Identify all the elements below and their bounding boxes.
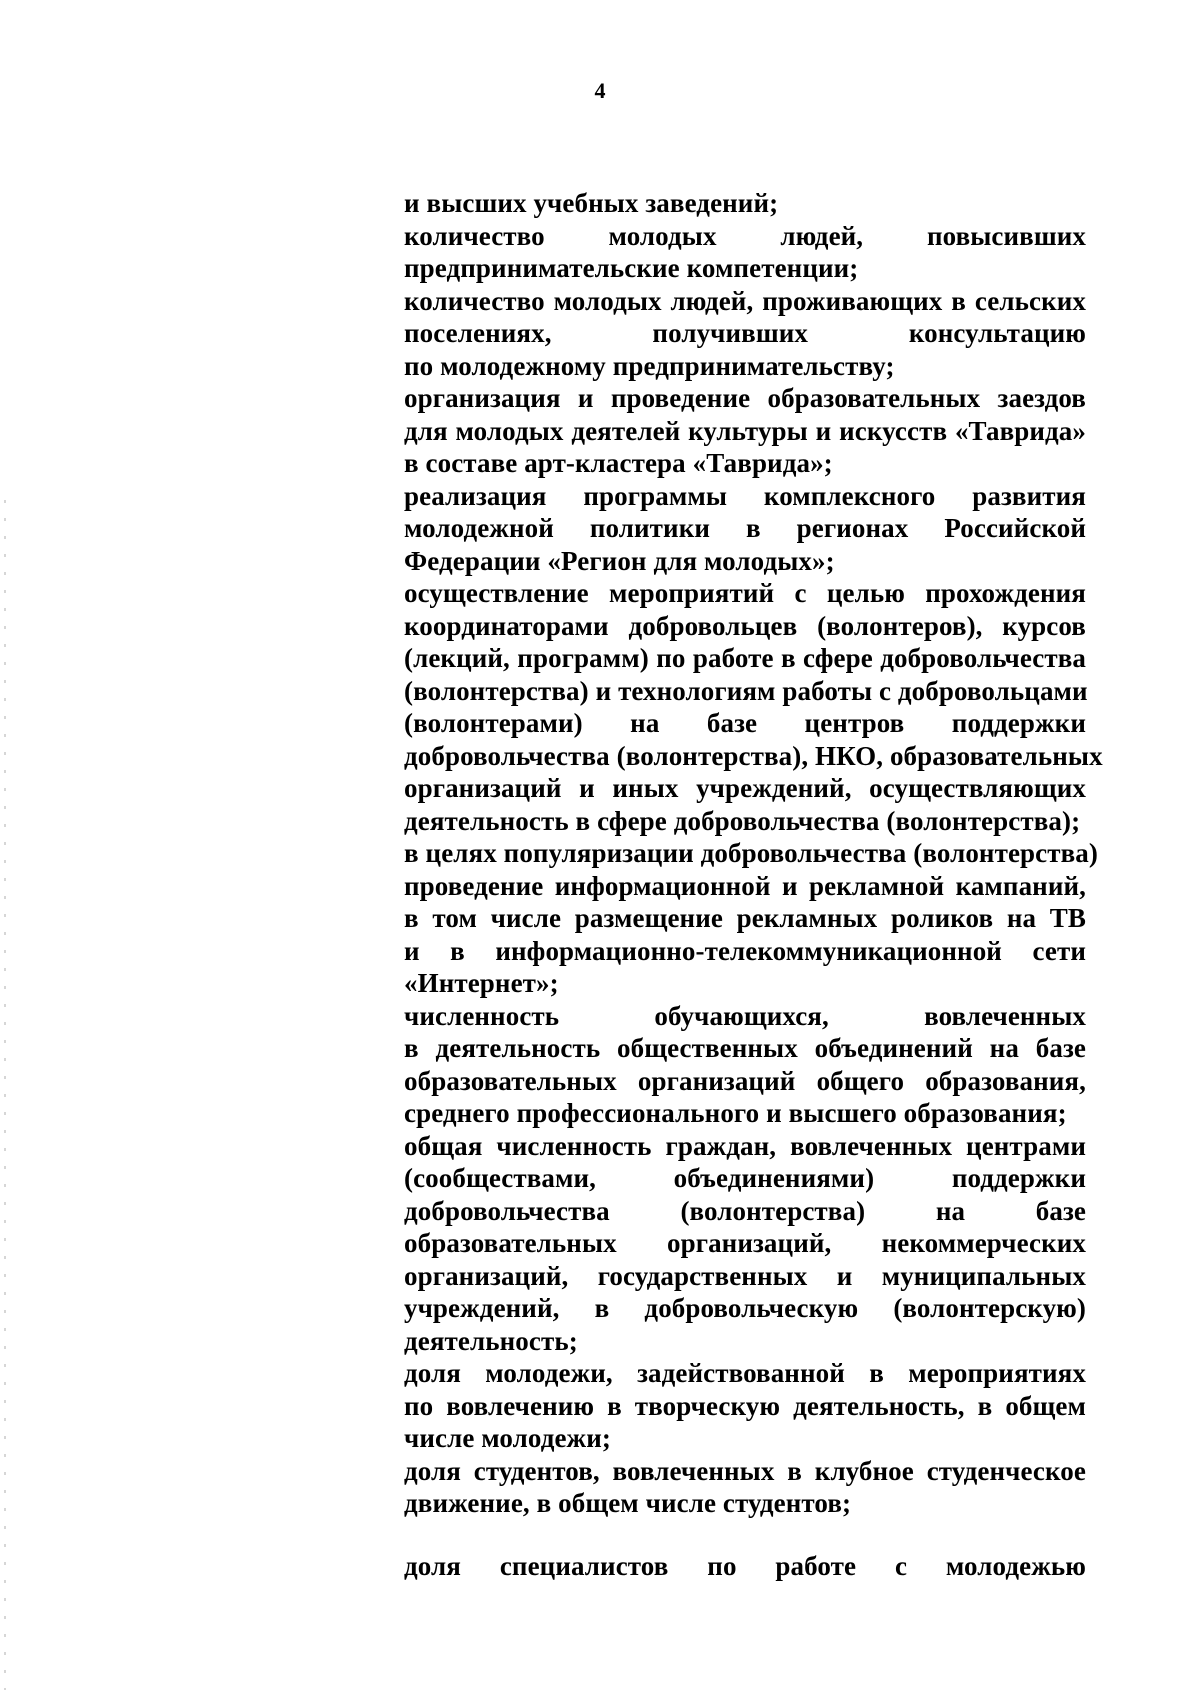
text-line: осуществление мероприятий с целью прохождения <box>404 578 1086 608</box>
text-line: реализация программы комплексного развития <box>404 480 1086 511</box>
text-line: количество молодых людей, повысивших <box>404 220 1086 251</box>
text-line: деятельность; <box>404 1325 578 1356</box>
text-line: и в информационно-телекоммуникационной сети <box>404 935 1086 966</box>
text-line: (сообществами, объединениями) поддержки <box>404 1163 1086 1193</box>
text-line: деятельность в сфере добровольчества (волонтерства); <box>404 805 1081 836</box>
text-line: в целях популяризации добровольчества (волонтерства) <box>404 838 1098 868</box>
text-line: «Интернет»; <box>404 968 559 998</box>
text-line: Федерации «Регион для молодых»; <box>404 545 835 576</box>
text-line: доля молодежи, задействованной в мероприятиях <box>404 1358 1086 1388</box>
text-line: координаторами добровольцев (волонтеров), курсов <box>404 610 1086 641</box>
text-line: (волонтерства) и технологиям работы с добровольцами <box>404 675 1088 706</box>
text-line: организаций, государственных и муниципальных <box>404 1260 1086 1291</box>
text-line: образовательных организаций общего образования, <box>404 1065 1086 1096</box>
text-line: учреждений, в добровольческую (волонтерскую) <box>404 1293 1086 1323</box>
text-line: предпринимательские компетенции; <box>404 253 859 283</box>
text-line: организация и проведение образовательных заездов <box>404 383 1086 413</box>
paragraph-gap <box>404 1520 1086 1550</box>
text-line: среднего профессионального и высшего образования; <box>404 1098 1067 1128</box>
document-body <box>404 187 1103 1582</box>
text-line: по молодежному предпринимательству; <box>404 350 895 381</box>
text-line: и высших учебных заведений; <box>404 188 779 218</box>
text-line: в деятельность общественных объединений на базе <box>404 1033 1086 1063</box>
text-line: общая численность граждан, вовлеченных центрами <box>404 1130 1086 1161</box>
page-number: 4 <box>594 78 606 103</box>
text-line: числе молодежи; <box>404 1423 611 1453</box>
text-line: количество молодых людей, проживающих в сельских <box>404 285 1086 316</box>
text-line: доля студентов, вовлеченных в клубное студенческое <box>404 1455 1086 1486</box>
text-line: для молодых деятелей культуры и искусств «Таврида» <box>404 415 1086 446</box>
text-line: в том числе размещение рекламных роликов на ТВ <box>404 903 1086 933</box>
text-line: поселениях, получивших консультацию <box>404 318 1086 348</box>
text-line: проведение информационной и рекламной кампаний, <box>404 870 1086 901</box>
text-line: (лекций, программ) по работе в сфере добровольчества <box>404 643 1086 673</box>
text-line: численность обучающихся, вовлеченных <box>404 1000 1086 1031</box>
text-line: в составе арт-кластера «Таврида»; <box>404 448 833 478</box>
scan-edge-artifact <box>4 500 6 1690</box>
text-line: образовательных организаций, некоммерческих <box>404 1228 1086 1258</box>
text-line: (волонтерами) на базе центров поддержки <box>404 708 1086 738</box>
text-line: движение, в общем числе студентов; <box>404 1488 852 1518</box>
text-line: добровольчества (волонтерства), НКО, образовательных <box>404 740 1103 771</box>
text-line: организаций и иных учреждений, осуществляющих <box>404 773 1086 803</box>
text-line: добровольчества (волонтерства) на базе <box>404 1195 1086 1226</box>
text-line: по вовлечению в творческую деятельность, в общем <box>404 1390 1086 1421</box>
text-line: доля специалистов по работе с молодежью <box>404 1550 1086 1581</box>
text-line: молодежной политики в регионах Российской <box>404 513 1086 543</box>
